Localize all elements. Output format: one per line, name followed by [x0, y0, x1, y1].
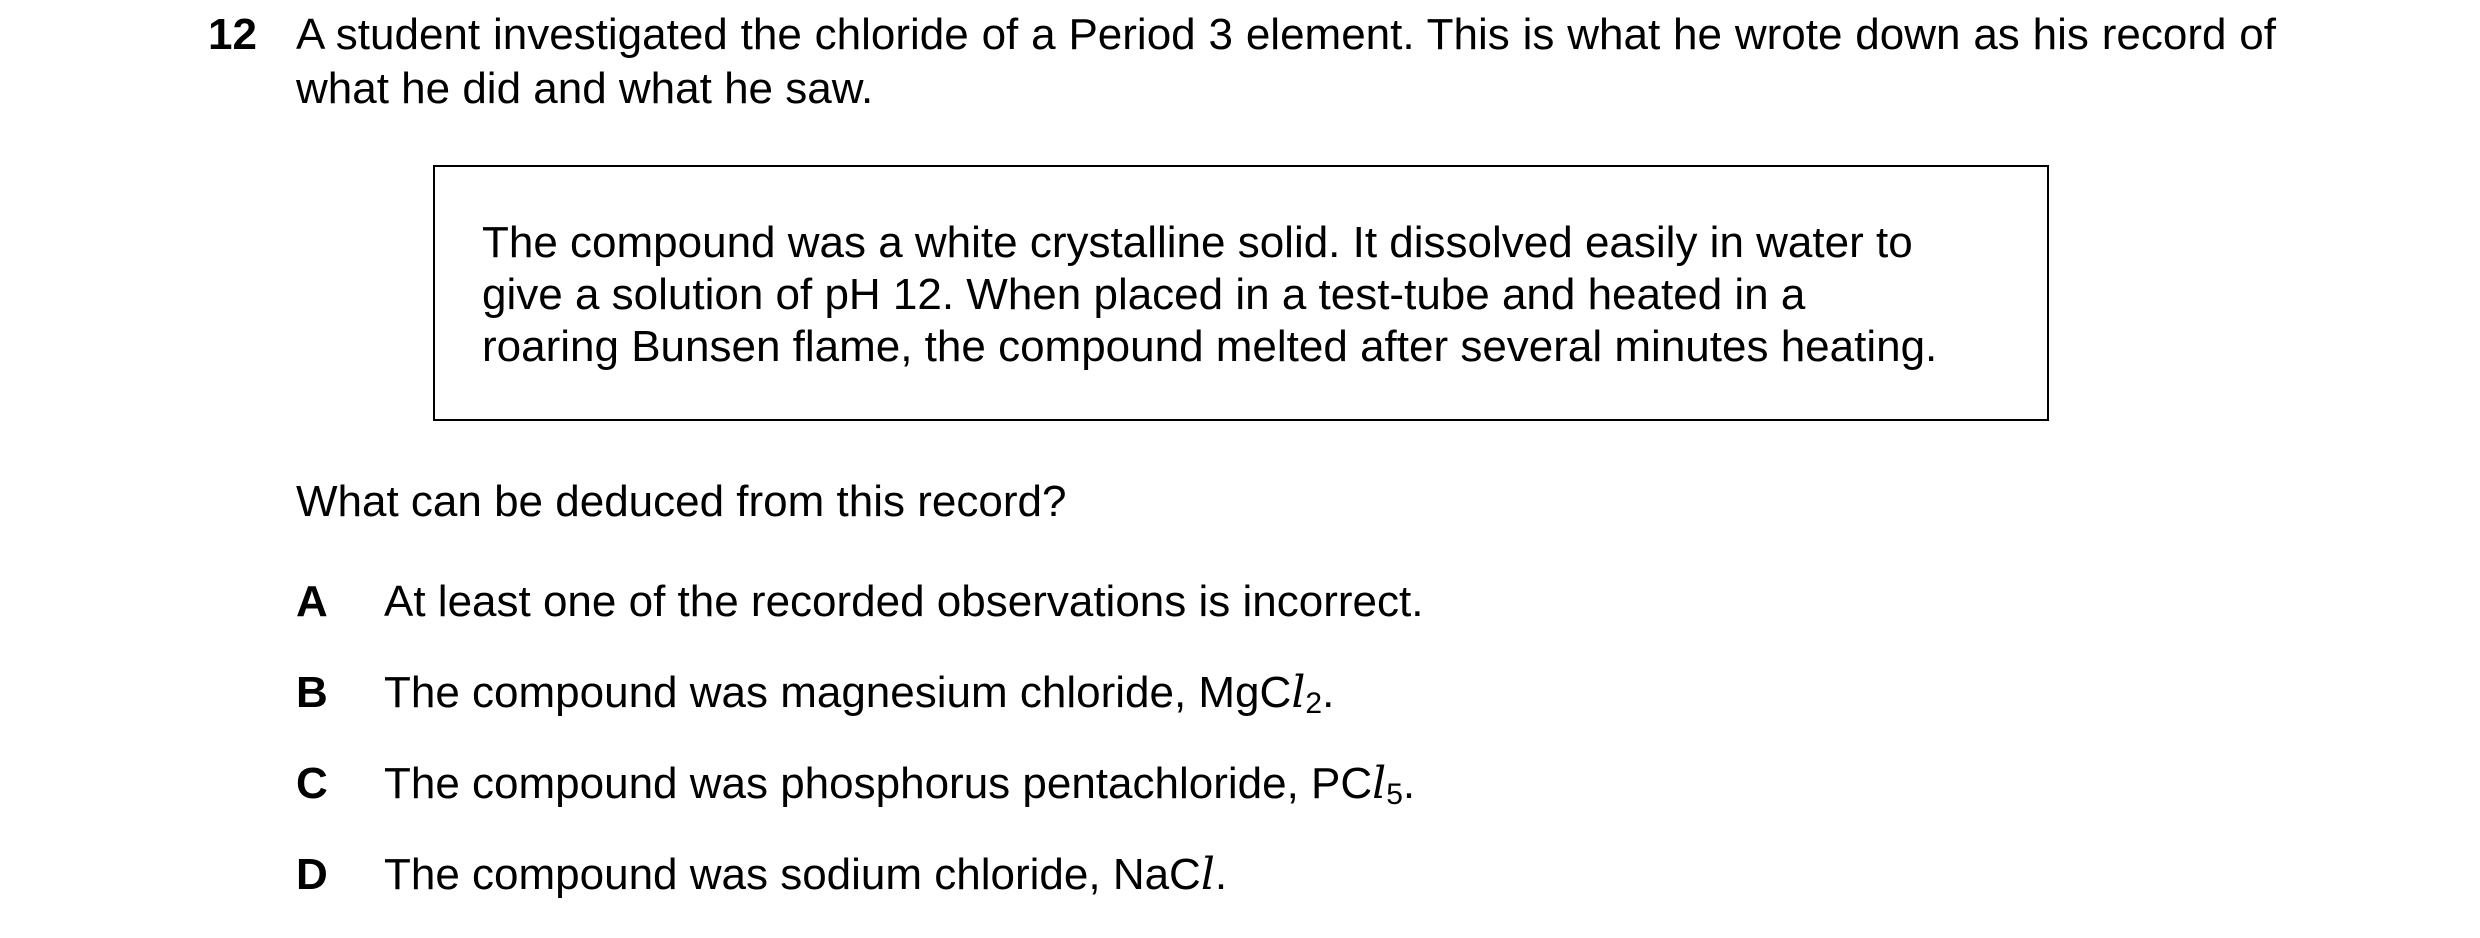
record-line: The compound was a white crystalline solid. It dissolved easily in water to — [482, 218, 1913, 267]
question-stem: A student investigated the chloride of a Period 3 element. This is what he wrote down as his record of what he did and what he saw. — [296, 10, 2276, 113]
formula-chlorine-l: l — [1200, 849, 1215, 900]
formula-subscript: 5 — [1386, 778, 1403, 811]
option-text — [384, 666, 1334, 720]
option-text: At least one of the recorded observations is incorrect. — [384, 577, 1424, 626]
question-number: 12 — [208, 10, 257, 59]
option-text-main: The compound was sodium chloride, NaC — [384, 850, 1201, 899]
option-letter: C — [296, 759, 328, 808]
option-c[interactable] — [296, 757, 1696, 811]
option-letter: A — [296, 577, 328, 626]
option-text-end: . — [1214, 850, 1228, 899]
option-text — [384, 848, 1227, 902]
option-text — [384, 757, 1415, 811]
option-text-main: The compound was magnesium chloride, MgC — [384, 668, 1292, 717]
record-line: give a solution of pH 12. When placed in a test-tube and heated in a — [482, 270, 1806, 319]
formula-chlorine-l: l — [1372, 758, 1387, 809]
formula-chlorine-l: l — [1291, 667, 1306, 718]
option-text-end: . — [1402, 759, 1416, 808]
option-text-end: . — [1322, 668, 1335, 717]
question-prompt: What can be deduced from this record? — [296, 477, 1067, 526]
option-b[interactable] — [296, 666, 1696, 720]
option-letter: B — [296, 668, 328, 717]
option-letter: D — [296, 850, 328, 899]
record-line: roaring Bunsen flame, the compound melted after several minutes heating. — [482, 322, 1938, 371]
option-d[interactable] — [296, 848, 1696, 902]
option-a[interactable] — [296, 575, 1696, 629]
formula-subscript: 2 — [1305, 687, 1323, 720]
option-text-main: The compound was phosphorus pentachloride, PC — [384, 759, 1373, 808]
student-record-box — [433, 165, 2049, 421]
